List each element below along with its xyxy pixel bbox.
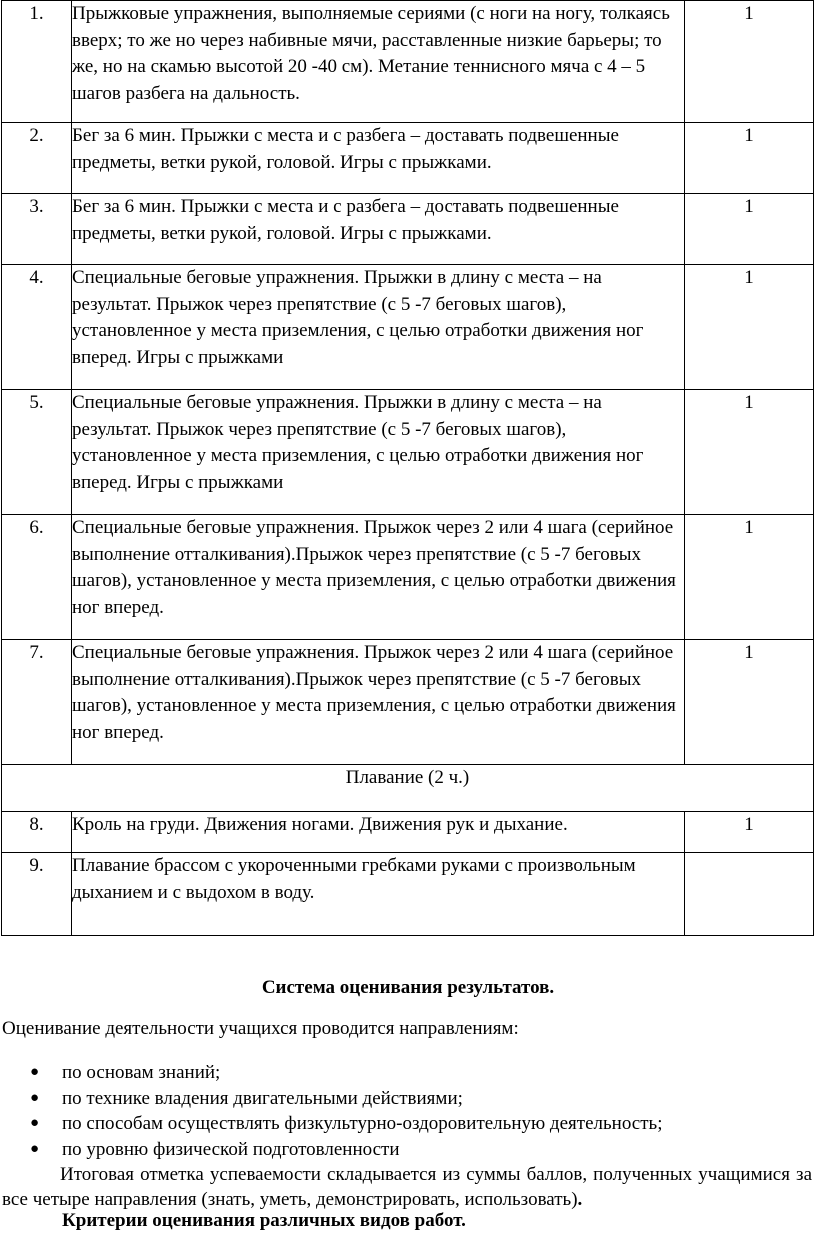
lesson-content: Специальные беговые упражнения. Прыжки в длину с места – на результат. Прыжок через препятствие (с 5 -7 беговых шагов), установленное у места приземления, с целью отработки движения ног вперед. Игры с прыжками [72, 390, 685, 515]
section-title-swimming: Плавание (2 ч.) [2, 765, 814, 812]
assessment-directions-list [0, 1060, 662, 1162]
lesson-hours: 1 [685, 123, 814, 194]
list-item-text: по уровню физической подготовленности [62, 1138, 400, 1160]
lesson-content: Плавание брассом с укороченными гребками руками с произвольным дыханием и с выдохом в воду. [72, 853, 685, 936]
lesson-hours: 1 [685, 265, 814, 390]
lesson-hours: 1 [685, 194, 814, 265]
table-row [2, 265, 814, 390]
lesson-hours: 1 [685, 1, 814, 123]
lesson-number: 4. [2, 265, 72, 390]
list-item-text: по способам осуществлять физкультурно-оздоровительную деятельность; [62, 1113, 663, 1134]
list-item [0, 1060, 662, 1086]
lesson-hours [685, 853, 814, 936]
table-row [2, 515, 814, 640]
bullet-icon: ● [30, 1115, 40, 1131]
summary-text: Итоговая отметка успеваемости складывается из суммы баллов, полученных учащимися за все четыре направления (знать, уметь, демонстрировать, использовать) [2, 1164, 812, 1210]
lesson-number: 3. [2, 194, 72, 265]
lesson-number: 1. [2, 1, 72, 123]
assessment-heading: Система оценивания результатов. [261, 977, 555, 998]
lesson-content: Бег за 6 мин. Прыжки с места и с разбега – доставать подвешенные предметы, ветки рукой, головой. Игры с прыжками. [72, 123, 685, 194]
list-item [0, 1111, 662, 1137]
lesson-hours: 1 [685, 515, 814, 640]
table-row [2, 390, 814, 515]
lesson-content: Бег за 6 мин. Прыжки с места и с разбега – доставать подвешенные предметы, ветки рукой, головой. Игры с прыжками. [72, 194, 685, 265]
table-row [2, 640, 814, 765]
criteria-heading: Критерии оценивания различных видов работ. [62, 1210, 466, 1231]
list-item [0, 1137, 662, 1163]
bullet-icon: ● [30, 1089, 40, 1106]
section-row [2, 765, 814, 812]
lesson-content: Специальные беговые упражнения. Прыжок через 2 или 4 шага (серийное выполнение отталкивания).Прыжок через препятствие (с 5 -7 беговых шагов), установленное у места приземления, с целью отработки движения ног вперед. [72, 515, 685, 640]
lesson-hours: 1 [685, 640, 814, 765]
lesson-number: 7. [2, 640, 72, 765]
bullet-icon: ● [30, 1064, 40, 1080]
assessment-summary [2, 1162, 812, 1212]
table-row [2, 812, 814, 853]
lesson-content: Специальные беговые упражнения. Прыжок через 2 или 4 шага (серийное выполнение отталкивания).Прыжок через препятствие (с 5 -7 беговых шагов), установленное у места приземления, с целью отработки движения ног вперед. [72, 640, 685, 765]
bullet-icon: ● [30, 1140, 40, 1157]
lesson-content: Прыжковые упражнения, выполняемые сериями (с ноги на ногу, толкаясь вверх; то же но через набивные мячи, расставленные низкие барьеры; то же, но на скамью высотой 20 -40 см). Метание теннисного мяча с 4 – 5 шагов разбега на дальность. [72, 1, 685, 123]
lesson-plan-table [1, 0, 814, 936]
lesson-hours: 1 [685, 390, 814, 515]
table-row [2, 1, 814, 123]
lesson-content: Кроль на груди. Движения ногами. Движения рук и дыхание. [72, 812, 685, 853]
table-row [2, 123, 814, 194]
lesson-number: 2. [2, 123, 72, 194]
lesson-hours: 1 [685, 812, 814, 853]
lesson-number: 6. [2, 515, 72, 640]
list-item-text: по основам знаний; [62, 1062, 221, 1083]
lesson-number: 5. [2, 390, 72, 515]
summary-period: . [577, 1189, 583, 1210]
list-item-text: по технике владения двигательными действиями; [62, 1087, 463, 1109]
lesson-content: Специальные беговые упражнения. Прыжки в длину с места – на результат. Прыжок через препятствие (с 5 -7 беговых шагов), установленное у места приземления, с целью отработки движения ног вперед. Игры с прыжками [72, 265, 685, 390]
lesson-number: 9. [2, 853, 72, 936]
assessment-intro: Оценивание деятельности учащихся проводится направлениям: [2, 1018, 519, 1039]
list-item [0, 1086, 662, 1112]
table-row [2, 853, 814, 936]
table-row [2, 194, 814, 265]
lesson-number: 8. [2, 812, 72, 853]
